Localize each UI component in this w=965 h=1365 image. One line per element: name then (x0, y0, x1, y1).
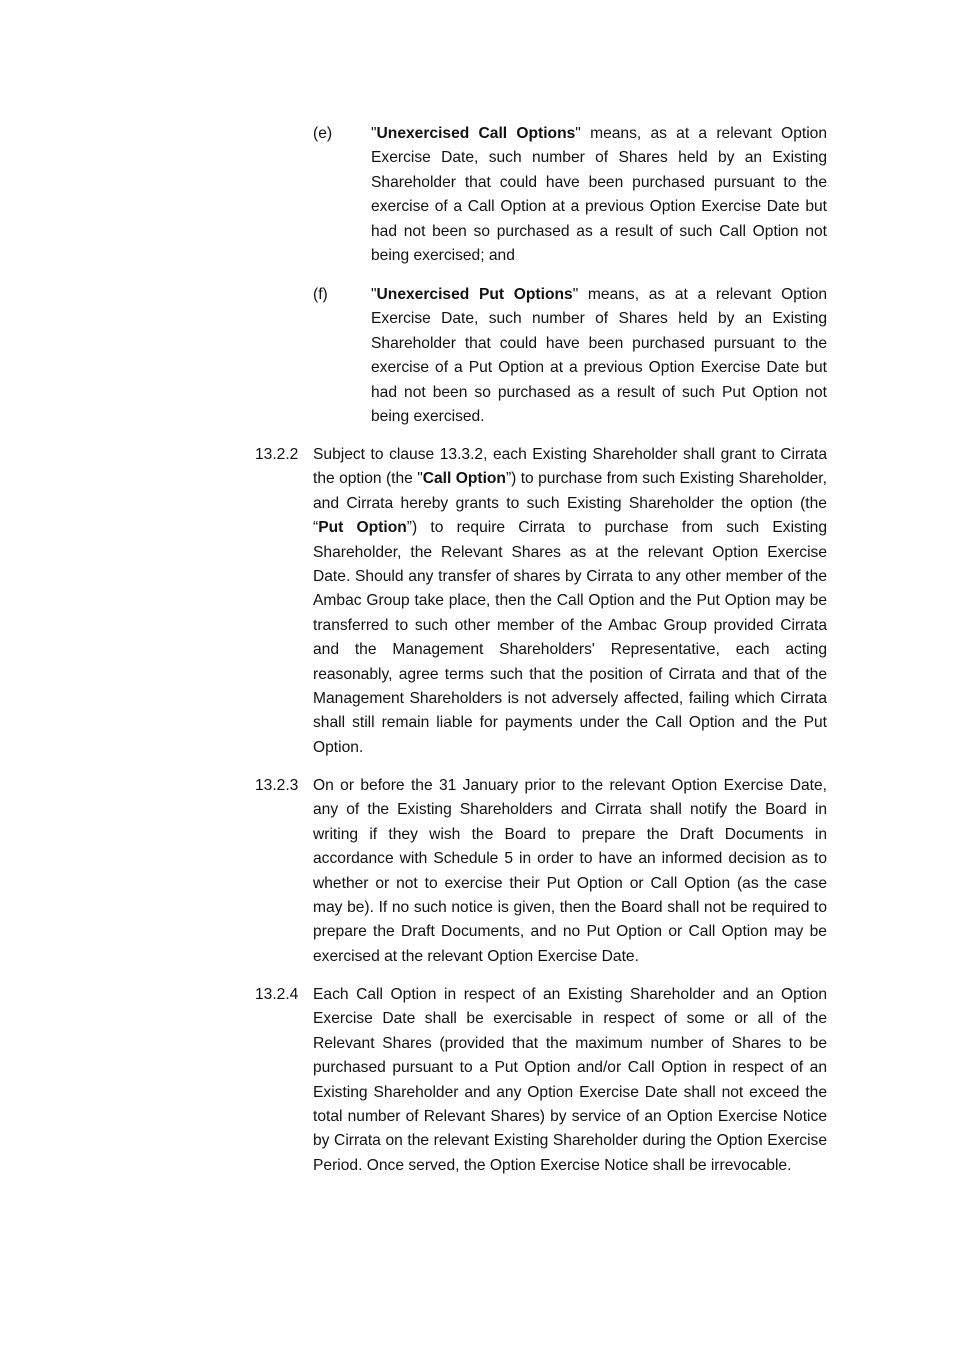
paragraph-f (313, 283, 827, 429)
defined-term: Unexercised Put Options (376, 286, 573, 303)
open-quote: " (371, 286, 377, 303)
clause-body (313, 443, 827, 760)
clause-number: 13.2.3 (255, 777, 299, 794)
open-quote: " (371, 125, 377, 142)
paragraph-marker: (e) (313, 125, 333, 142)
clause-13-2-3 (255, 774, 827, 969)
clause-13-2-2 (255, 443, 827, 760)
paragraph-body (371, 283, 827, 429)
clause-text: On or before the 31 January prior to the relevant Option Exercise Date, any of the Existing Shareholders and Cirrata shall notify the Board in writing if they wish the Board to prepare the Draft Documents in accordance with Schedule 5 in order to have an informed decision as to whether or not to exercise their Put Option or Call Option (as the case may be). If no such notice is given, then the Board shall not be required to prepare the Draft Documents, and no Put Option or Call Option may be exercised at the relevant Option Exercise Date. (313, 777, 827, 965)
paragraph-text: " means, as at a relevant Option Exercise Date, such number of Shares held by an Existing Shareholder that could have been purchased pursuant to the exercise of a Put Option at a previous Option Exercise Date but had not been so purchased as a result of such Put Option not being exercised. (371, 286, 828, 426)
paragraph-e (313, 122, 827, 268)
defined-term: Unexercised Call Options (376, 125, 576, 142)
clause-text: ”) to require Cirrata to purchase from such Existing Shareholder, the Relevant Shares as at the relevant Option Exercise Date. Should any transfer of shares by Cirrata to any other member of the Ambac Group take place, then the Call Option and the Put Option may be transferred to such other member of the Ambac Group provided Cirrata and the Management Shareholders' Representative, each acting reasonably, agree terms such that the position of Cirrata and that of the Management Shareholders is not adversely affected, failing which Cirrata shall still remain liable for payments under the Call Option and the Put Option. (313, 519, 827, 756)
clause-text: Each Call Option in respect of an Existing Shareholder and an Option Exercise Date shall be exercisable in respect of some or all of the Relevant Shares (provided that the maximum number of Shares to be purchased pursuant to a Put Option and/or Call Option in respect of an Existing Shareholder and any Option Exercise Date shall not exceed the total number of Relevant Shares) by service of an Option Exercise Notice by Cirrata on the relevant Existing Shareholder during the Option Exercise Period. Once served, the Option Exercise Notice shall be irrevocable. (313, 986, 827, 1174)
clause-text: Subject to clause 13.3.2, each Existing Shareholder shall grant to Cirrata the option (the " (313, 446, 827, 488)
clause-13-2-4 (255, 983, 827, 1178)
paragraph-marker: (f) (313, 286, 328, 303)
clause-text: ”) to purchase from such Existing Shareholder, and Cirrata hereby grants to such Existing Shareholder the option (the “ (313, 470, 827, 537)
clause-number: 13.2.4 (255, 986, 299, 1003)
defined-term: Call Option (422, 470, 506, 488)
paragraph-body (371, 122, 827, 268)
clause-number: 13.2.2 (255, 446, 299, 463)
paragraph-text: " means, as at a relevant Option Exercise Date, such number of Shares held by an Existing Shareholder that could have been purchased pursuant to the exercise of a Call Option at a previous Option Exercise Date but had not been so purchased as a result of such Call Option not being exercised; and (371, 125, 828, 265)
defined-term: Put Option (318, 519, 407, 537)
